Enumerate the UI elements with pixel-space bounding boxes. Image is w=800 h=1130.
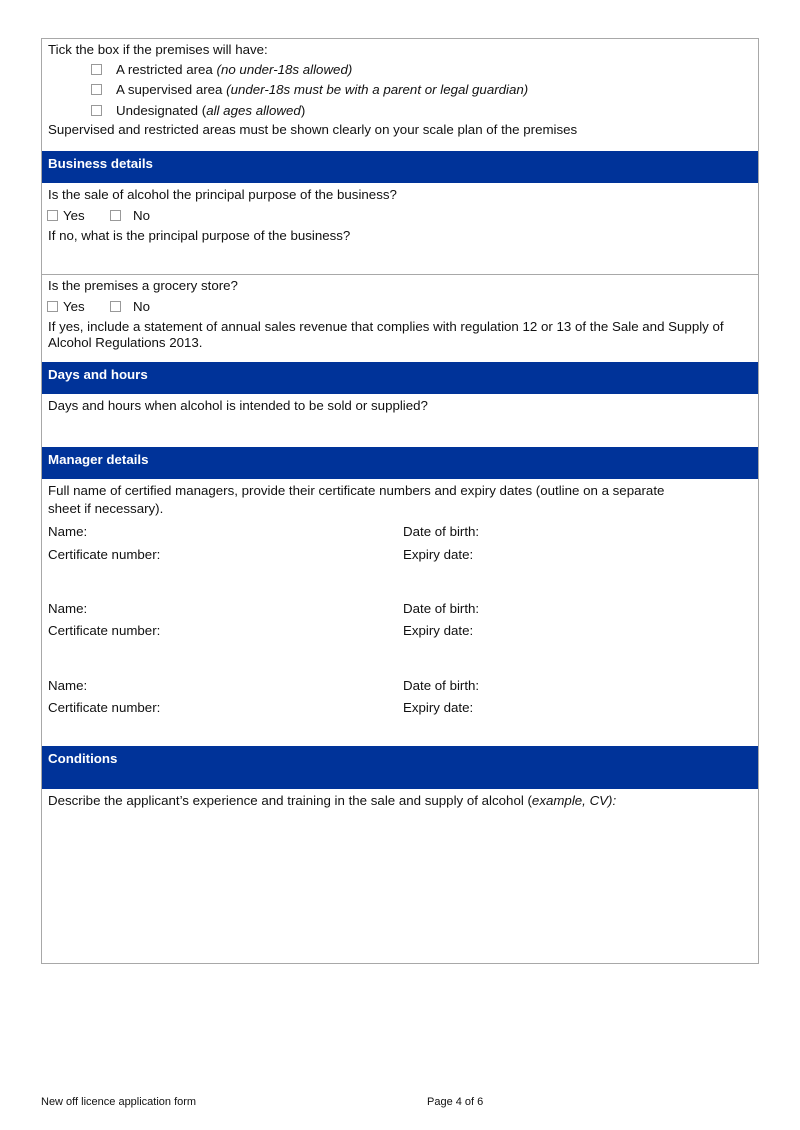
days-question: Days and hours when alcohol is intended to be sold or supplied? bbox=[48, 398, 428, 413]
manager-2-expiry: Expiry date: bbox=[403, 623, 474, 638]
q2-no[interactable] bbox=[110, 299, 150, 315]
q1-yes[interactable] bbox=[47, 208, 85, 224]
option-restricted[interactable] bbox=[91, 62, 352, 78]
no-label: No bbox=[133, 299, 150, 314]
checkbox[interactable] bbox=[91, 64, 102, 75]
footer-form-title: New off licence application form bbox=[41, 1096, 197, 1108]
question-example: example, CV): bbox=[531, 793, 617, 808]
section-title: Days and hours bbox=[48, 367, 148, 382]
manager-3-name: Name: bbox=[48, 678, 88, 693]
q2-yes[interactable] bbox=[47, 299, 85, 315]
checkbox[interactable] bbox=[110, 210, 121, 221]
areas-footnote: Supervised and restricted areas must be shown clearly on your scale plan of the premises bbox=[48, 122, 578, 137]
option-note: (under-18s must be with a parent or legal guardian) bbox=[226, 82, 529, 97]
checkbox[interactable] bbox=[110, 301, 121, 312]
checkbox[interactable] bbox=[47, 301, 58, 312]
q1-no[interactable] bbox=[110, 208, 150, 224]
manager-1-cert: Certificate number: bbox=[48, 547, 161, 562]
option-label: Undesignated ( bbox=[116, 103, 207, 118]
q2-followup-1: If yes, include a statement of annual sales revenue that complies with regulation 12 or 13 of the Sale and Supply of bbox=[48, 319, 724, 334]
manager-intro-1: Full name of certified managers, provide their certificate numbers and expiry dates (outline on a separate bbox=[48, 483, 665, 498]
question-text: Describe the applicant’s experience and training in the sale and supply of alcohol ( bbox=[48, 793, 532, 808]
manager-1-dob: Date of birth: bbox=[403, 524, 480, 539]
footer-page-number: Page 4 of 6 bbox=[427, 1096, 484, 1108]
q-principal-purpose: Is the sale of alcohol the principal purpose of the business? bbox=[48, 187, 397, 202]
manager-2-name: Name: bbox=[48, 601, 88, 616]
q1-followup: If no, what is the principal purpose of the business? bbox=[48, 228, 351, 243]
option-note: all ages allowed bbox=[206, 103, 301, 118]
conditions-question bbox=[48, 793, 616, 809]
manager-3-expiry: Expiry date: bbox=[403, 700, 474, 715]
option-note: (no under-18s allowed) bbox=[216, 62, 353, 77]
q-grocery-store: Is the premises a grocery store? bbox=[48, 278, 238, 293]
manager-2-cert: Certificate number: bbox=[48, 623, 161, 638]
option-undesignated[interactable] bbox=[91, 103, 305, 119]
manager-3-dob: Date of birth: bbox=[403, 678, 480, 693]
manager-intro-2: sheet if necessary). bbox=[48, 501, 164, 516]
checkbox[interactable] bbox=[47, 210, 58, 221]
section-header-business bbox=[42, 151, 758, 183]
q2-followup-2: Alcohol Regulations 2013. bbox=[48, 335, 203, 350]
manager-3-cert: Certificate number: bbox=[48, 700, 161, 715]
no-label: No bbox=[133, 208, 150, 223]
option-label: A supervised area bbox=[116, 82, 227, 97]
option-label: A restricted area bbox=[116, 62, 217, 77]
manager-2-dob: Date of birth: bbox=[403, 601, 480, 616]
section-title: Conditions bbox=[48, 751, 118, 766]
yes-label: Yes bbox=[63, 299, 85, 314]
section-title: Manager details bbox=[48, 452, 149, 467]
section-header-days bbox=[42, 362, 758, 394]
checkbox[interactable] bbox=[91, 105, 102, 116]
section-title: Business details bbox=[48, 156, 153, 171]
option-supervised[interactable] bbox=[91, 82, 528, 98]
option-tail: ) bbox=[300, 103, 306, 118]
section-header-conditions bbox=[42, 746, 758, 789]
divider bbox=[42, 274, 758, 275]
manager-1-name: Name: bbox=[48, 524, 88, 539]
yes-label: Yes bbox=[63, 208, 85, 223]
checkbox[interactable] bbox=[91, 84, 102, 95]
manager-1-expiry: Expiry date: bbox=[403, 547, 474, 562]
section-header-manager bbox=[42, 447, 758, 479]
areas-intro: Tick the box if the premises will have: bbox=[48, 42, 268, 57]
